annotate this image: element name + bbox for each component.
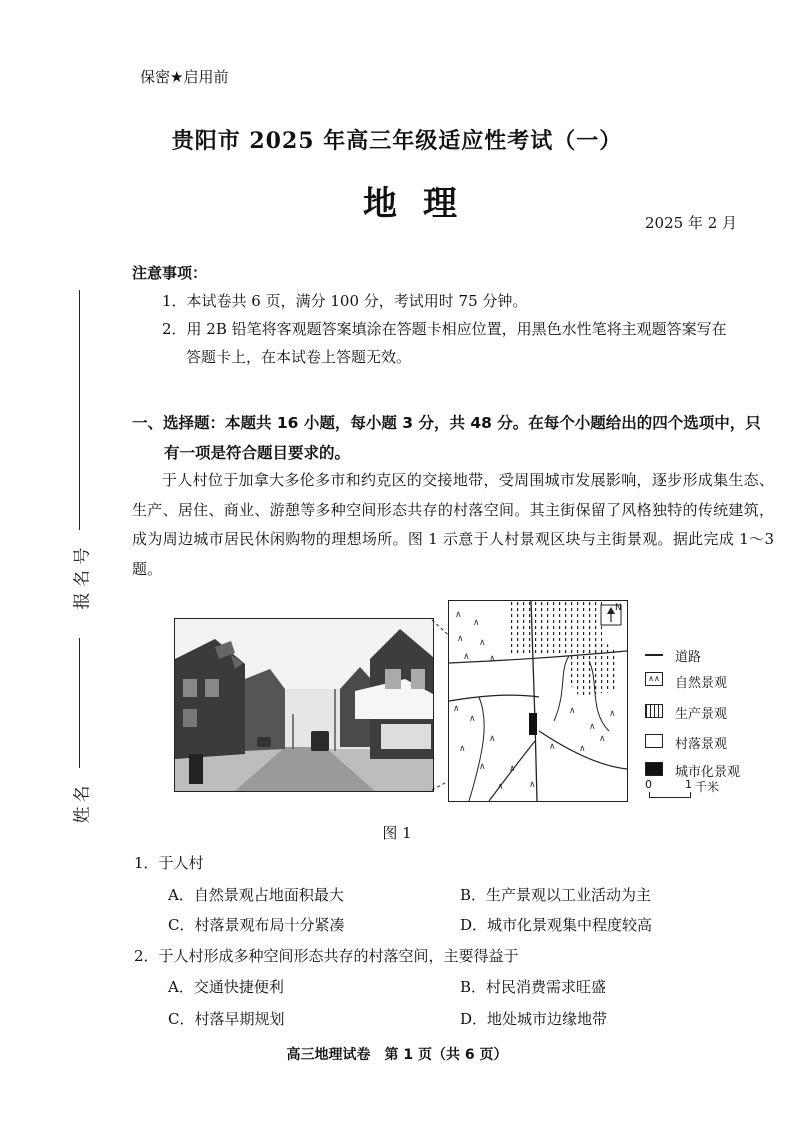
svg-text:∧: ∧ xyxy=(469,714,476,724)
section-heading-line1: 一、选择题：本题共 16 小题，每小题 3 分，共 48 分。在每个小题给出的四个选项中，只 xyxy=(132,414,761,432)
passage: 于人村位于加拿大多伦多市和约克区的交接地带，受周围城市发展影响，逐步形成集生态、生产、居住、商业、游憩等多种空间形态共存的村落空间。其主街保留了风格独特的传统建筑，成为周边城市居民休闲购物的理想场所。图 1 示意于人村景观区块与主街景观。据此完成 1～3 题。 xyxy=(132,471,774,578)
notice-item-1: 1．本试卷共 6 页，满分 100 分，考试用时 75 分钟。 xyxy=(162,292,528,310)
legend-natural-label: 自然景观 xyxy=(675,676,728,691)
notice-item-2-line2: 答题卡上，在本试卷上答题无效。 xyxy=(186,348,412,366)
legend-production-swatch xyxy=(645,704,663,718)
notice-item-2-line1: 2．用 2B 铅笔将客观题答案填涂在答题卡相应位置，用黑色水性笔将主观题答案写在 xyxy=(162,320,727,338)
svg-text:∧: ∧ xyxy=(549,742,556,752)
landscape-map xyxy=(448,600,628,802)
section-heading-line2: 有一项是符合题目要求的。 xyxy=(164,444,351,462)
legend-village-label: 村落景观 xyxy=(675,737,728,752)
legend-village-swatch xyxy=(645,734,663,748)
svg-text:∧: ∧ xyxy=(489,734,496,744)
question-2-option-b: B．村民消费需求旺盛 xyxy=(460,978,607,996)
svg-text:∧: ∧ xyxy=(453,704,460,714)
scale-zero: 0 xyxy=(645,778,652,791)
street-scene-image xyxy=(175,619,433,791)
confidential-mark: 保密★启用前 xyxy=(140,68,229,86)
legend-production-label: 生产景观 xyxy=(675,707,728,722)
question-2-option-d: D．地处城市边缘地带 xyxy=(460,1010,608,1028)
reg-number-line xyxy=(79,290,80,530)
svg-text:∧: ∧ xyxy=(479,762,486,772)
question-2-option-a: A．交通快捷便利 xyxy=(168,978,284,996)
legend-road-label: 道路 xyxy=(675,650,702,665)
name-label: 姓名 xyxy=(72,781,93,824)
svg-text:∧: ∧ xyxy=(589,722,596,732)
svg-text:∧: ∧ xyxy=(569,706,576,716)
svg-text:∧: ∧ xyxy=(579,744,586,754)
svg-text:∧: ∧ xyxy=(457,634,464,644)
svg-text:∧: ∧ xyxy=(473,618,480,628)
svg-text:∧: ∧ xyxy=(497,782,504,792)
scale-unit: 千米 xyxy=(695,780,720,794)
map-legend xyxy=(645,646,785,806)
notice-heading: 注意事项： xyxy=(132,264,208,282)
section-heading xyxy=(132,408,772,468)
question-1-option-a: A．自然景观占地面积最大 xyxy=(168,886,344,904)
legend-urban-label: 城市化景观 xyxy=(675,765,741,780)
figure-caption: 图 1 xyxy=(382,824,412,842)
question-1-option-b: B．生产景观以工业活动为主 xyxy=(460,886,652,904)
exam-title: 贵阳市 2025 年高三年级适应性考试（一） xyxy=(171,128,623,154)
svg-text:∧: ∧ xyxy=(459,744,466,754)
subject-title: 地理 xyxy=(363,184,483,224)
legend-urban-swatch xyxy=(645,762,663,776)
name-line xyxy=(79,638,80,768)
question-2-option-c: C．村落早期规划 xyxy=(168,1010,285,1028)
svg-text:∧: ∧ xyxy=(509,764,516,774)
svg-text:∧: ∧ xyxy=(489,654,496,664)
question-1-option-c: C．村落景观布局十分紧凑 xyxy=(168,916,345,934)
question-1-stem: 1．于人村 xyxy=(134,854,204,872)
question-2-stem: 2．于人村形成多种空间形态共存的村落空间，主要得益于 xyxy=(134,947,519,965)
exam-date: 2025 年 2 月 xyxy=(645,214,738,232)
reg-number-label: 报 名 号 xyxy=(72,547,93,610)
scale-bar xyxy=(649,792,691,798)
svg-text:∧: ∧ xyxy=(599,734,606,744)
svg-text:∧: ∧ xyxy=(609,709,616,719)
question-1-option-d: D．城市化景观集中程度较高 xyxy=(460,916,653,934)
legend-road-swatch xyxy=(645,654,663,656)
scale-one: 1 xyxy=(685,778,692,791)
svg-text:∧: ∧ xyxy=(463,652,470,662)
landscape-block-map xyxy=(449,601,627,801)
page-footer: 高三地理试卷 第 1 页（共 6 页） xyxy=(286,1047,508,1063)
north-label: N xyxy=(615,603,622,613)
legend-natural-swatch: ∧∧ xyxy=(645,672,663,686)
svg-text:∧: ∧ xyxy=(479,638,486,648)
svg-text:∧: ∧ xyxy=(529,780,536,790)
svg-text:∧: ∧ xyxy=(455,610,462,620)
main-street-photo xyxy=(174,618,434,792)
